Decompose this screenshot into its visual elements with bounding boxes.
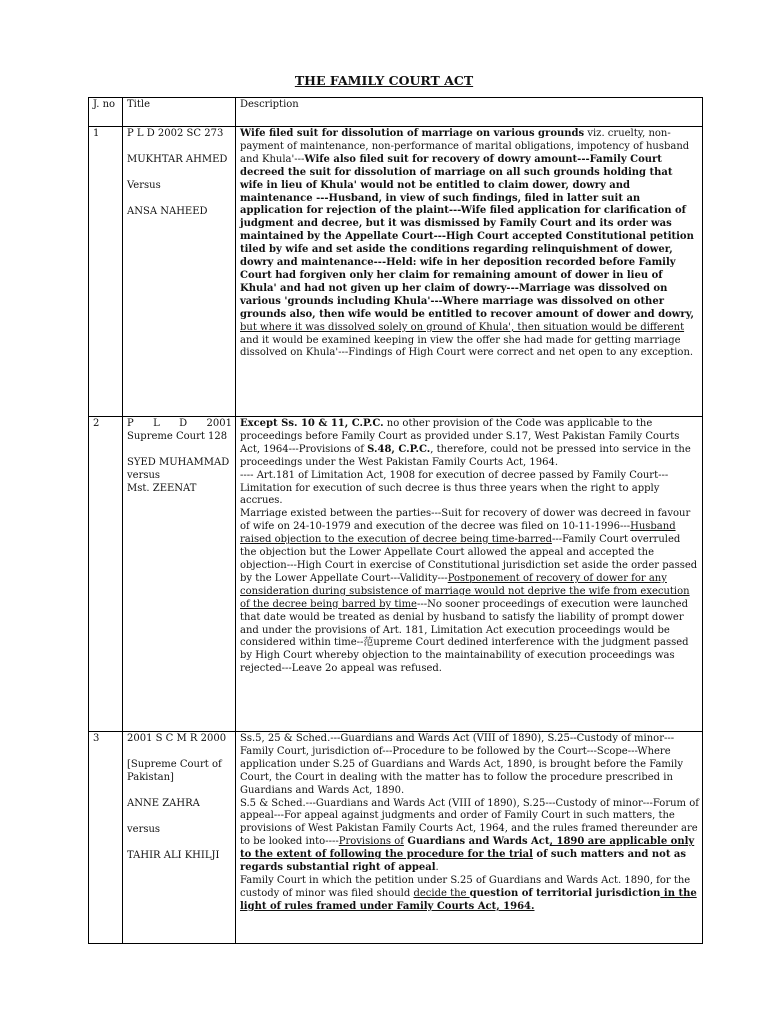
versus-label: versus bbox=[127, 823, 161, 835]
case-description bbox=[236, 732, 703, 944]
desc-text: Guardians and Wards Act bbox=[403, 836, 550, 848]
case-title-cell bbox=[123, 732, 236, 944]
header-title: Title bbox=[123, 98, 236, 127]
desc-text: S.48, C.P.C. bbox=[367, 443, 431, 455]
desc-text: of such matters and not as regards substantial right of appeal bbox=[240, 849, 687, 874]
case-citation: P L D 2001 Supreme Court 128 bbox=[127, 418, 232, 442]
desc-text: . bbox=[435, 862, 439, 874]
desc-text: ---- Art.181 of Limitation Act, 1908 for execution of decree passed by Family Court---Limitation for execution of such decree is thus three years when the right to apply accrues. bbox=[240, 469, 669, 507]
desc-text: Family Court in which the petition under S.25 of Guardians and Wards Act. 1890, for the custody of minor was filed should bbox=[240, 874, 691, 899]
table-header-row bbox=[89, 98, 703, 127]
party-one: ANNE ZAHRA bbox=[127, 797, 200, 809]
desc-text: no other provision of the Code was applicable to the proceedings before Family Court as provided under S.17, West Pakistan Family Courts Act, 1964---Provisions of bbox=[240, 418, 680, 455]
case-table bbox=[88, 97, 703, 944]
desc-underlined-text: but where it was dissolved solely on ground of Khula', then situation would be different bbox=[240, 321, 685, 333]
row-number: 1 bbox=[89, 127, 123, 417]
desc-text: viz. cruelty, non-payment of maintenance, non-performance of marital obligations, impotency of husband and Khula'--- bbox=[240, 128, 690, 165]
party-two: ANSA NAHEED bbox=[127, 205, 208, 217]
table-row bbox=[89, 127, 703, 417]
versus-label: Versus bbox=[127, 179, 161, 191]
header-description: Description bbox=[236, 98, 703, 127]
desc-text: Except Ss. 10 & 11, C.P.C. bbox=[240, 418, 384, 429]
desc-text: Ss.5, 25 & Sched.---Guardians and Wards Act (VIII of 1890), S.25--Custody of minor---Family Court, jurisdiction of---Procedure to be followed by the Court---Scope---Where application under S.25 of Guardians and Wards Act, 1890, is brought before the Family Court, the Court in dealing with the matter has to follow the procedure prescribed in Guardians and Wards Act, 1890. bbox=[240, 733, 683, 796]
party-two: Mst. ZEENAT bbox=[127, 482, 197, 494]
desc-text: and it would be examined keeping in view the offer she had made for getting marriage dissolved on Khula'---Findings of High Court were correct and net open to any exception. bbox=[240, 334, 694, 359]
desc-text: S.5 & Sched.---Guardians and Wards Act (VIII of 1890), S.25---Custody of minor---Forum of appeal---For appeal against judgments and order of Family Court in such matters, the provisions of West Pakistan Family Courts Act, 1964, and the rules framed thereunder are to be looked into---- bbox=[240, 797, 699, 848]
desc-underlined-text: decide the bbox=[413, 887, 470, 899]
desc-text: ---Family Court overruled the objection but the Lower Appellate Court allowed the appeal and accepted the objection---High Court in exercise of Constitutional jurisdiction set aside the order passed by the Lower Appellate Court---Validity--- bbox=[240, 534, 698, 584]
desc-text: Where marriage was dissolved on other grounds also, then wife would be entitled to recover amount of dower and dowry, bbox=[240, 295, 695, 320]
case-title-cell bbox=[123, 417, 236, 732]
party-two: TAHIR ALI KHILJI bbox=[127, 849, 220, 861]
court-name: [Supreme Court of Pakistan] bbox=[127, 758, 222, 783]
page-title: THE FAMILY COURT ACT bbox=[294, 73, 474, 88]
desc-text: , therefore, could not be pressed into service in the proceedings under the West Pakistan Family Courts Act, 1964. bbox=[240, 443, 691, 468]
header-no: J. no bbox=[89, 98, 123, 127]
desc-text: ---No sooner proceedings of execution were launched that date would be treated as denial by husband to satisfy the liability of prompt dower and under the provisions of Art. 181, Limitation Act execution proceedings would be considered within time--范upreme Court dedined interference with the judgment passed by High Court whereby objection to the maintainability of execution proceedings was rejected---Leave 2o appeal was refused. bbox=[240, 598, 689, 675]
versus-label: versus bbox=[127, 469, 161, 481]
case-description bbox=[236, 127, 703, 417]
case-title-cell bbox=[123, 127, 236, 417]
case-citation: P L D 2002 SC 273 bbox=[127, 128, 224, 139]
desc-underlined-text: Husband raised objection to the execution of decree being time-barred bbox=[240, 521, 676, 546]
desc-underlined-text: Postponement of recovery of dower for any consideration during subsistence of marriage would not deprive the wife from execution of the decree being barred by time bbox=[240, 572, 690, 610]
desc-text: Marriage existed between the parties---Suit for recovery of dower was decreed in favour of wife on 24-10-1979 and execution of the decree was filed on 10-11-1996--- bbox=[240, 508, 691, 533]
desc-underlined-text: Provisions of bbox=[338, 836, 404, 848]
case-description bbox=[236, 417, 703, 732]
desc-text: Wife filed suit for dissolution of marriage on various grounds bbox=[240, 128, 585, 139]
desc-underlined-text: in the light of rules framed under Family Courts Act, 1964. bbox=[240, 887, 697, 912]
table-row bbox=[89, 417, 703, 732]
row-number: 3 bbox=[89, 732, 123, 944]
desc-underlined-text: , 1890 are applicable only to the extent of following the procedure for the trial bbox=[240, 836, 695, 861]
case-citation: 2001 S C M R 2000 bbox=[127, 733, 227, 744]
desc-text: Wife also filed suit for recovery of dowry amount---Family Court decreed the suit for dissolution of marriage on all such grounds holding that wife in lieu of Khula' would not be entitled to claim dower, dowry and maintenance ---Husband, in view of such findings, filed in latter suit an application for rejection of the plaint---Wife filed application for clarification of judgment and decree, but it was dismissed by Family Court and its order was maintained by the Appellate Court---High Court accepted Constitutional petition tiled by wife and set aside the conditions regarding relinquishment of dower, dowry and maintenance---Held: wife in her deposition recorded before Family Court had forgiven only her claim for remaining amount of dower in lieu of Khula' and had not given up her claim of dowry---Marriage was dissolved on various 'grounds including Khula'--- bbox=[240, 153, 694, 307]
row-number: 2 bbox=[89, 417, 123, 732]
party-one: MUKHTAR AHMED bbox=[127, 153, 228, 165]
table-row bbox=[89, 732, 703, 944]
desc-text: question of territorial jurisdiction bbox=[469, 887, 661, 899]
party-one: SYED MUHAMMAD bbox=[127, 456, 230, 468]
